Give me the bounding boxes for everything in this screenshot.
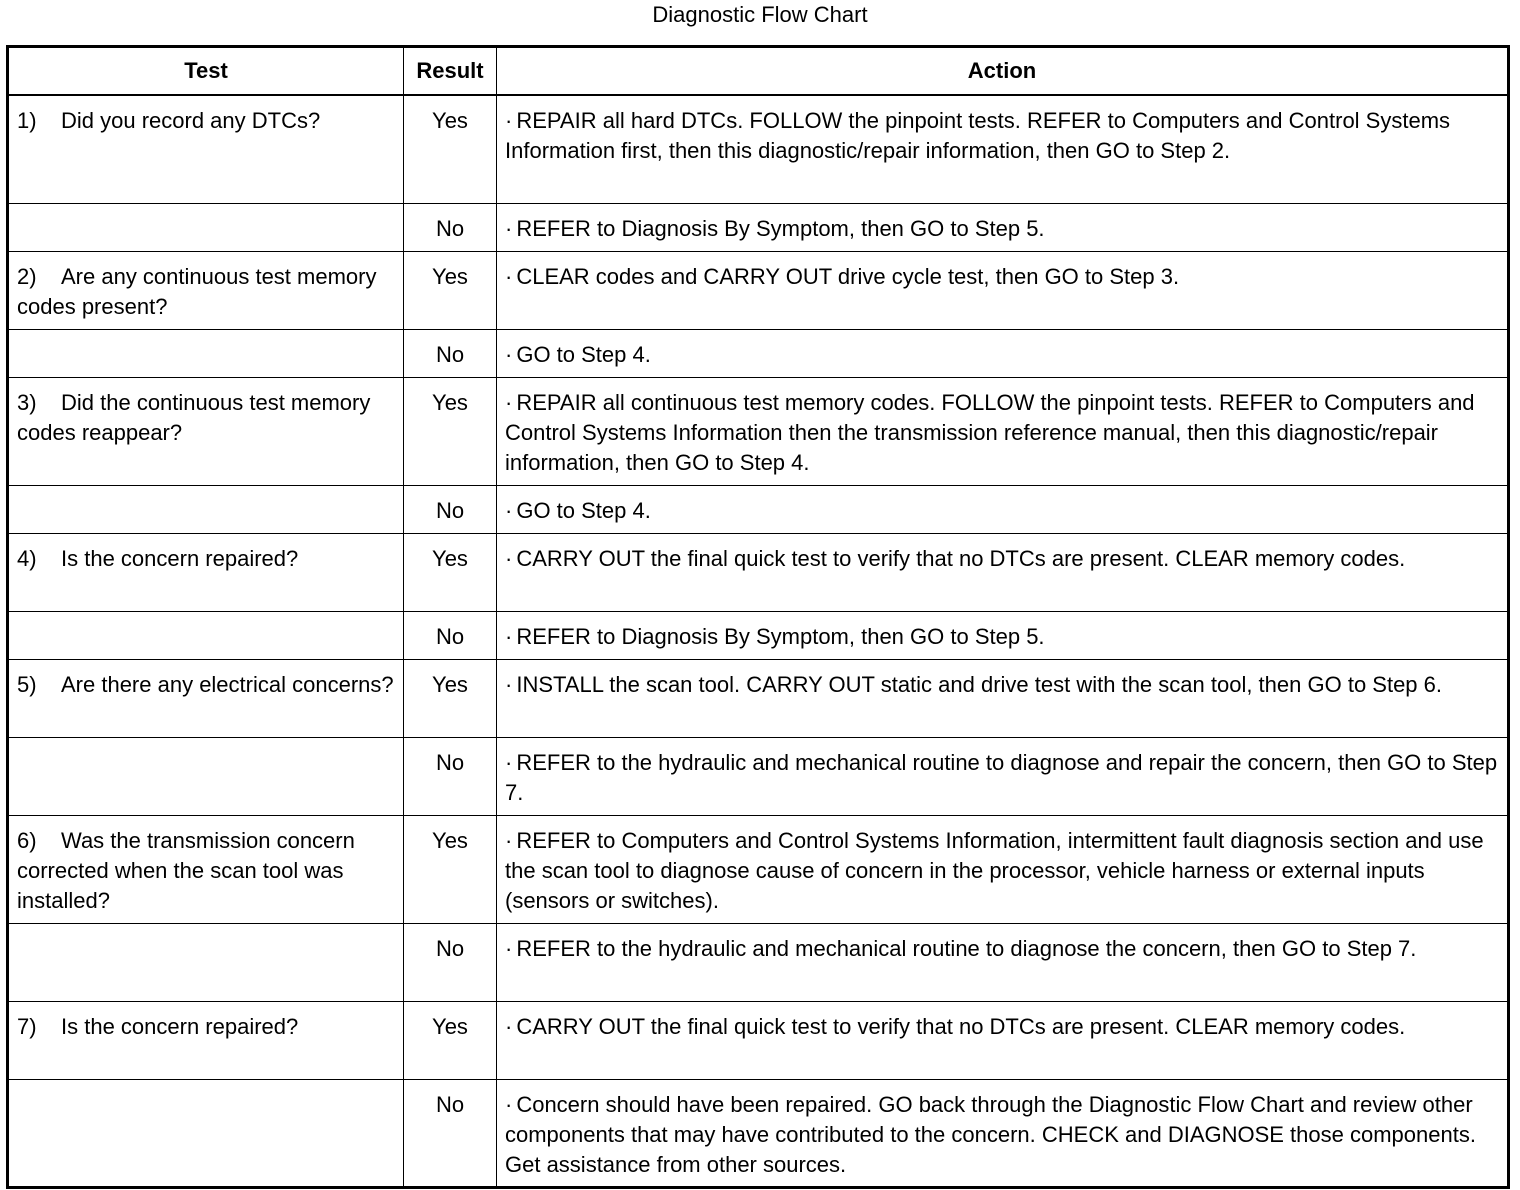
table-header-row bbox=[8, 47, 1509, 96]
table-row bbox=[8, 923, 1509, 1001]
step-number: 5) bbox=[17, 671, 37, 697]
test-cell bbox=[8, 533, 404, 611]
test-cell bbox=[8, 611, 404, 659]
result-cell: Yes bbox=[404, 533, 497, 611]
action-cell: · REFER to Computers and Control Systems Information, intermittent fault diagnosis section and use the scan tool to diagnose cause of concern in the processor, vehicle harness or external inputs (sensors or switches). bbox=[497, 815, 1509, 923]
action-text: REFER to Diagnosis By Symptom, then GO to Step 5. bbox=[516, 623, 1045, 649]
action-text: REPAIR all continuous test memory codes. FOLLOW the pinpoint tests. REFER to Computers and Control Systems Information then the transmission reference manual, then this diagnostic/repair information, then GO to Step 4. bbox=[505, 389, 1475, 475]
test-cell bbox=[8, 377, 404, 485]
header-action: Action bbox=[497, 47, 1509, 96]
test-question: Are any continuous test memory codes present? bbox=[17, 263, 377, 319]
result-cell: No bbox=[404, 329, 497, 377]
test-cell bbox=[8, 659, 404, 737]
test-cell bbox=[8, 1001, 404, 1079]
table-row bbox=[8, 329, 1509, 377]
action-cell: · CARRY OUT the final quick test to verify that no DTCs are present. CLEAR memory codes. bbox=[497, 533, 1509, 611]
step-number: 2) bbox=[17, 263, 37, 289]
action-cell: · REFER to the hydraulic and mechanical routine to diagnose the concern, then GO to Step 7. bbox=[497, 923, 1509, 1001]
test-cell bbox=[8, 329, 404, 377]
result-cell: No bbox=[404, 1079, 497, 1187]
test-cell bbox=[8, 251, 404, 329]
table-row bbox=[8, 485, 1509, 533]
action-text: REFER to the hydraulic and mechanical routine to diagnose the concern, then GO to Step 7. bbox=[516, 935, 1417, 961]
table-row bbox=[8, 1001, 1509, 1079]
action-text: GO to Step 4. bbox=[516, 497, 651, 523]
action-cell: · REFER to Diagnosis By Symptom, then GO to Step 5. bbox=[497, 611, 1509, 659]
result-cell: Yes bbox=[404, 1001, 497, 1079]
action-text: Concern should have been repaired. GO back through the Diagnostic Flow Chart and review other components that may have contributed to the concern. CHECK and DIAGNOSE those components. Get assistance from other sources. bbox=[505, 1091, 1476, 1177]
action-cell: · INSTALL the scan tool. CARRY OUT static and drive test with the scan tool, then GO to Step 6. bbox=[497, 659, 1509, 737]
result-cell: No bbox=[404, 737, 497, 815]
table-row bbox=[8, 95, 1509, 203]
action-text: CARRY OUT the final quick test to verify that no DTCs are present. CLEAR memory codes. bbox=[516, 1013, 1406, 1039]
table-row bbox=[8, 659, 1509, 737]
action-text: REPAIR all hard DTCs. FOLLOW the pinpoint tests. REFER to Computers and Control Systems Information first, then this diagnostic/repair information, then GO to Step 2. bbox=[505, 108, 1451, 163]
result-cell: Yes bbox=[404, 377, 497, 485]
table-row bbox=[8, 251, 1509, 329]
test-question: Is the concern repaired? bbox=[61, 1013, 299, 1039]
action-text: GO to Step 4. bbox=[516, 341, 651, 367]
step-number: 7) bbox=[17, 1013, 37, 1039]
action-cell: · Concern should have been repaired. GO back through the Diagnostic Flow Chart and review other components that may have contributed to the concern. CHECK and DIAGNOSE those components. Get assistance from other sources. bbox=[497, 1079, 1509, 1187]
table-row bbox=[8, 611, 1509, 659]
test-cell bbox=[8, 737, 404, 815]
action-text: REFER to Computers and Control Systems Information, intermittent fault diagnosis section and use the scan tool to diagnose cause of concern in the processor, vehicle harness or external inputs (sensors or switches). bbox=[505, 827, 1484, 913]
action-text: REFER to the hydraulic and mechanical routine to diagnose and repair the concern, then GO to Step 7. bbox=[505, 749, 1498, 805]
step-number: 1) bbox=[17, 108, 37, 133]
test-question: Is the concern repaired? bbox=[61, 545, 299, 571]
result-cell: No bbox=[404, 203, 497, 251]
table-row bbox=[8, 533, 1509, 611]
table-row bbox=[8, 815, 1509, 923]
step-number: 4) bbox=[17, 545, 37, 571]
action-text: CLEAR codes and CARRY OUT drive cycle test, then GO to Step 3. bbox=[516, 263, 1180, 289]
test-cell bbox=[8, 815, 404, 923]
action-cell: · GO to Step 4. bbox=[497, 329, 1509, 377]
result-cell: No bbox=[404, 611, 497, 659]
action-cell: · REFER to the hydraulic and mechanical routine to diagnose and repair the concern, then GO to Step 7. bbox=[497, 737, 1509, 815]
action-text: REFER to Diagnosis By Symptom, then GO to Step 5. bbox=[516, 215, 1045, 241]
action-cell: · REPAIR all hard DTCs. FOLLOW the pinpoint tests. REFER to Computers and Control Systems Information first, then this diagnostic/repair information, then GO to Step 2. bbox=[497, 95, 1509, 203]
action-cell: · CARRY OUT the final quick test to verify that no DTCs are present. CLEAR memory codes. bbox=[497, 1001, 1509, 1079]
step-number: 3) bbox=[17, 389, 37, 415]
result-cell: Yes bbox=[404, 251, 497, 329]
test-cell bbox=[8, 1079, 404, 1187]
test-question: Are there any electrical concerns? bbox=[61, 671, 394, 697]
result-cell: Yes bbox=[404, 659, 497, 737]
test-cell bbox=[8, 923, 404, 1001]
table-row bbox=[8, 737, 1509, 815]
test-question: Did you record any DTCs? bbox=[61, 108, 321, 133]
action-cell: · GO to Step 4. bbox=[497, 485, 1509, 533]
test-cell bbox=[8, 485, 404, 533]
action-cell: · REFER to Diagnosis By Symptom, then GO to Step 5. bbox=[497, 203, 1509, 251]
table-row bbox=[8, 1079, 1509, 1187]
action-cell: · REPAIR all continuous test memory codes. FOLLOW the pinpoint tests. REFER to Computers and Control Systems Information then the transmission reference manual, then this diagnostic/repair information, then GO to Step 4. bbox=[497, 377, 1509, 485]
result-cell: Yes bbox=[404, 95, 497, 203]
test-question: Did the continuous test memory codes reappear? bbox=[17, 389, 371, 445]
header-test: Test bbox=[8, 47, 404, 96]
action-text: INSTALL the scan tool. CARRY OUT static and drive test with the scan tool, then GO to Step 6. bbox=[516, 671, 1443, 697]
result-cell: No bbox=[404, 485, 497, 533]
table-row bbox=[8, 377, 1509, 485]
diagnostic-flow-table bbox=[6, 45, 1510, 1189]
page-title: Diagnostic Flow Chart bbox=[652, 2, 868, 27]
test-cell bbox=[8, 203, 404, 251]
table-row bbox=[8, 203, 1509, 251]
result-cell: No bbox=[404, 923, 497, 1001]
action-text: CARRY OUT the final quick test to verify that no DTCs are present. CLEAR memory codes. bbox=[516, 545, 1406, 571]
test-cell bbox=[8, 95, 404, 203]
action-cell: · CLEAR codes and CARRY OUT drive cycle test, then GO to Step 3. bbox=[497, 251, 1509, 329]
header-result: Result bbox=[404, 47, 497, 96]
test-question: Was the transmission concern corrected when the scan tool was installed? bbox=[17, 827, 355, 913]
step-number: 6) bbox=[17, 827, 37, 853]
result-cell: Yes bbox=[404, 815, 497, 923]
